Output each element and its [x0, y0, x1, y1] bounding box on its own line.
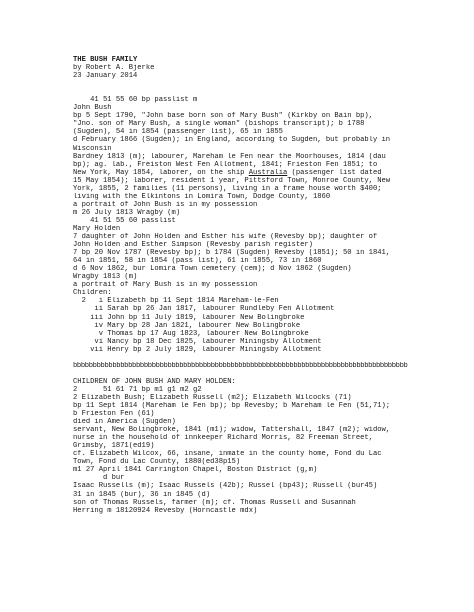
child-list-item: iii John bp 11 July 1819, labourer New Bolingbroke	[73, 313, 305, 322]
john-text-line: Bardney 1813 (m); labourer, Mareham le Fen near the Moorhouses, 1814 (dau	[73, 152, 386, 161]
mary-text-line: 7 daughter of John Holden and Esther his wife (Revesby bp); daughter of	[73, 233, 378, 242]
section-text-line: 2 Elizabeth Bush; Elizabeth Russell (m2); Elizabeth Wilcocks (71)	[73, 393, 352, 402]
blank-line	[73, 354, 454, 362]
child-list-item: ii Sarah bp 26 Jan 1817, labourer Rundleby Fen Allotment	[73, 305, 335, 314]
john-text-line: bp 5 Sept 1790, "John base born son of Mary Bush" (Kirkby on Bain bp),	[73, 112, 373, 121]
mary-text-line: 7 bp 20 Nov 1787 (Revesby bp); b 1784 (Sugden) Revesby (1851); 50 in 1841,	[73, 249, 391, 258]
john-text-line: York, 1855, 2 families (11 persons), living in a frame house worth $400;	[73, 184, 382, 193]
section-text-line: nurse in the household of innkeeper Richard Morris, 82 Freeman Street,	[73, 434, 373, 443]
child-list-item: vii Henry bp 2 July 1829, labourer Miningsby Allotment	[73, 345, 322, 354]
section-text-line: 2 51 61 71 bp m1 g1 m2 g2	[73, 385, 202, 394]
section-text-line: Herring m 18120924 Revesby (Horncastle mdx)	[73, 506, 258, 515]
mary-name: Mary Holden	[73, 224, 121, 233]
john-text-line: 15 May 1854); laborer, resident 1 year, Pittsford Town, Monroe County, New	[73, 176, 391, 185]
john-text-line: d February 1866 (Sugden); in England, according to Sugden, but probably in	[73, 136, 391, 145]
section-text-line: died in America (Sugden)	[73, 418, 176, 427]
section-text-line: bp 11 Sept 1814 (Mareham le Fen bp); bp Revesby; b Mareham le Fen (51,71);	[73, 402, 391, 411]
john-text-line: living with the Elkintons in Lomira Town, Dodge County, 1860	[73, 192, 331, 201]
blank-line	[73, 88, 454, 96]
mary-text-line: 64 in 1851, 58 in 1854 (pass list), 61 in 1855, 73 in 1860	[73, 257, 322, 266]
children-label: Children:	[73, 289, 112, 298]
john-text-line: Wisconsin	[73, 144, 112, 153]
mary-text-line: Wragby 1813 (m)	[73, 273, 138, 282]
section-text-line: Grimsby, 1871(ed19)	[73, 442, 155, 451]
child-list-item: iv Mary bp 28 Jan 1821, labourer New Bolingbroke	[73, 321, 301, 330]
john-text-line: m 26 July 1813 Wragby (m)	[73, 208, 181, 217]
section-text-line: b Frieston Fen (61)	[73, 410, 155, 419]
section-text-line: Isaac Russells (m); Isaac Russels (42b); Russel (bp43); Russell (bur45)	[73, 482, 378, 491]
document-title: THE BUSH FAMILY	[73, 56, 138, 64]
john-text-line: "Jno. son of Mary Bush, a single woman" (bishops transcript); b 1788	[73, 120, 365, 129]
john-text-segment: New York, May 1854, laborer, on the ship	[73, 168, 249, 177]
child-list-item: 2 i Elizabeth bp 11 Sept 1814 Mareham-le-Fen	[73, 297, 279, 306]
section-text-line: m1 27 April 1841 Carrington Chapel, Boston District (g,m)	[73, 466, 318, 475]
date-line: 23 January 2014	[73, 72, 138, 81]
john-text-line: (Sugden), 54 in 1854 (passenger list), 65 in 1855	[73, 128, 283, 137]
section-text-line: cf. Elizabeth Wilcox, 66, insane, inmate in the county home, Fond du Lac	[73, 450, 382, 459]
blank-line	[73, 80, 454, 88]
mary-text-line: d 6 Nov 1862, bur Lomira Town cemetery (cem); d Nov 1862 (Sugden)	[73, 265, 352, 274]
section-text-line: d bur	[73, 474, 125, 483]
john-sources: 41 51 55 60 bp passlist m	[73, 96, 198, 105]
mary-text-line: John Holden and Esther Simpson (Revesby parish register)	[73, 241, 313, 250]
child-list-item: vi Nancy bp 18 Dec 1825, labourer Miningsby Allotment	[73, 337, 322, 346]
section-separator: bbbbbbbbbbbbbbbbbbbbbbbbbbbbbbbbbbbbbbbbbbbbbbbbbbbbbbbbbbbbbbbbbbbbbbbbbbbbbbbbbbbbb	[73, 361, 408, 370]
john-text-line: a portrait of John Bush is in my possession	[73, 200, 258, 209]
john-text-segment: (passenger list dated	[287, 168, 382, 177]
section-heading: CHILDREN OF JOHN BUSH AND MARY HOLDEN:	[73, 377, 236, 386]
john-name: John Bush	[73, 104, 112, 113]
john-text-line	[73, 169, 454, 177]
john-text-line: 41 51 55 60 passlist	[73, 216, 176, 225]
section-text-line: son of Thomas Russels, farmer (m); cf. Thomas Russell and Susannah	[73, 498, 356, 507]
section-text-line: 31 in 1845 (bur), 36 in 1845 (d)	[73, 490, 211, 499]
child-list-item: v Thomas bp 17 Aug 1823, labourer New Bolingbroke	[73, 329, 309, 338]
author-line: by Robert A. Bjerke	[73, 64, 155, 73]
section-text-line: Town, Fond du Lac County, 1880(ed38p15)	[73, 458, 241, 467]
section-text-line: servant, New Bolingbroke, 1841 (m1); widow, Tattershall, 1847 (m2); widow,	[73, 426, 391, 435]
ship-name-link[interactable]: Australia	[248, 168, 288, 177]
blank-line	[73, 370, 454, 378]
john-text-line: bp); ag. lab., Freiston West Fen Allotment, 1841; Frieston Fen 1851; to	[73, 160, 378, 169]
mary-text-line: a portrait of Mary Bush is in my possession	[73, 281, 258, 290]
